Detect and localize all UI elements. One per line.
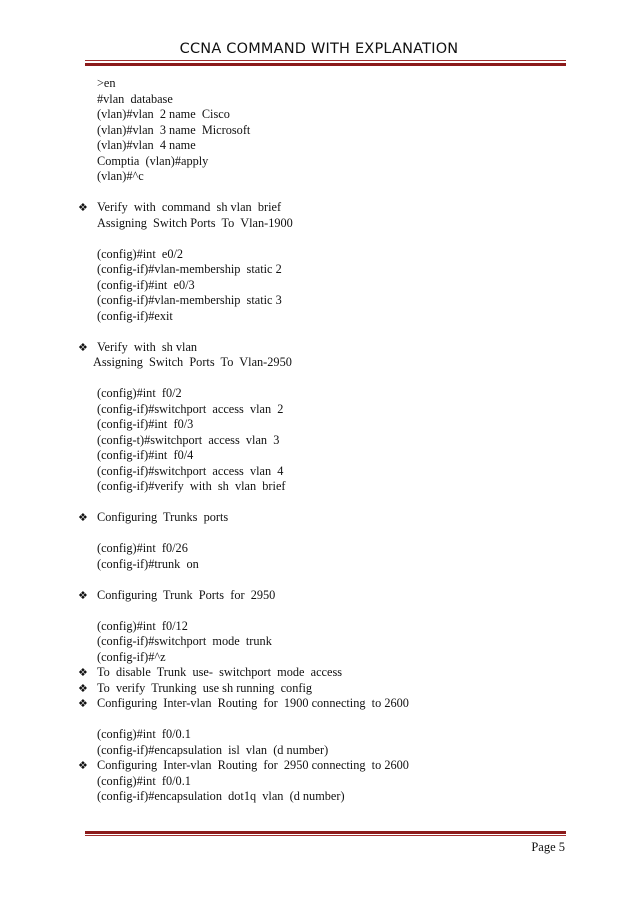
page-title: CCNA COMMAND WITH EXPLANATION: [179, 41, 459, 57]
bullet-text: To verify Trunking use sh running config: [97, 680, 313, 695]
blank-line: [75, 572, 555, 588]
command-line: #vlan database: [97, 91, 173, 106]
blank-line: [75, 712, 555, 728]
blank-line: [75, 371, 555, 387]
header-rule-thin: [85, 60, 566, 61]
diamond-bullet-icon: ❖: [78, 681, 88, 695]
bullet-text: To disable Trunk use- switchport mode access: [97, 665, 343, 679]
blank-line: [75, 603, 555, 619]
command-line: (config-if)#^z: [97, 649, 166, 664]
bullet-item: [75, 588, 555, 604]
command-line: (config)#int e0/2: [97, 246, 184, 261]
blank-line: [75, 526, 555, 542]
command-line: (vlan)#vlan 4 name: [97, 138, 196, 152]
diamond-bullet-icon: ❖: [78, 340, 88, 354]
bullet-item: [75, 681, 555, 697]
footer-rule-thick: [85, 831, 566, 834]
blank-line: [75, 231, 555, 247]
command-line: (config-if)#vlan-membership static 3: [97, 293, 282, 307]
command-line: (config-if)#trunk on: [97, 556, 199, 571]
blank-line: [75, 324, 555, 340]
bullet-item: [75, 510, 555, 526]
command-line: (config-if)#int f0/3: [97, 417, 194, 431]
bullet-text: Verify with command sh vlan brief: [97, 200, 282, 214]
blank-line: [75, 185, 555, 201]
command-line: (config)#int f0/26: [97, 541, 188, 555]
command-line: (config)#int f0/0.1: [97, 727, 191, 741]
bullet-item: [75, 200, 555, 216]
section-subheading: Assigning Switch Ports To Vlan-2950: [93, 355, 292, 369]
command-line: (config)#int f0/0.1: [97, 773, 191, 788]
command-line: (vlan)#vlan 3 name Microsoft: [97, 122, 251, 137]
bullet-text: Configuring Inter-vlan Routing for 2950 connecting to 2600: [97, 758, 409, 772]
command-line: (config-if)#int f0/4: [97, 448, 194, 462]
page-number: Page 5: [531, 840, 565, 854]
header-rule-thick: [85, 63, 566, 66]
bullet-text: Configuring Inter-vlan Routing for 1900 connecting to 2600: [97, 696, 409, 710]
command-line: (config)#int f0/12: [97, 618, 188, 633]
bullet-text: Configuring Trunk Ports for 2950: [97, 587, 276, 602]
bullet-text: Verify with sh vlan: [97, 339, 198, 354]
command-line: (config-if)#encapsulation isl vlan (d number): [97, 742, 329, 757]
command-line: (config-if)#vlan-membership static 2: [97, 262, 282, 276]
command-line: (config-t)#switchport access vlan 3: [97, 432, 280, 447]
command-line: >en: [97, 76, 116, 90]
command-line: (config-if)#switchport access vlan 2: [97, 401, 284, 416]
bullet-item: [75, 696, 555, 712]
command-line: (config-if)#exit: [97, 308, 173, 323]
command-line: (config-if)#switchport mode trunk: [97, 634, 272, 648]
command-line: (vlan)#vlan 2 name Cisco: [97, 107, 230, 121]
footer-rule-thin: [85, 835, 566, 836]
command-line: (config)#int f0/2: [97, 386, 182, 400]
section-subheading: Assigning Switch Ports To Vlan-1900: [97, 215, 293, 230]
bullet-item: [75, 758, 555, 774]
command-line: Comptia (vlan)#apply: [97, 153, 209, 168]
diamond-bullet-icon: ❖: [78, 759, 88, 772]
command-line: (config-if)#verify with sh vlan brief: [97, 479, 286, 493]
diamond-bullet-icon: ❖: [78, 588, 88, 602]
command-line: (vlan)#^c: [97, 169, 144, 183]
bullet-item: [75, 665, 555, 681]
diamond-bullet-icon: ❖: [78, 666, 88, 679]
command-line: (config-if)#switchport access vlan 4: [97, 463, 284, 478]
diamond-bullet-icon: ❖: [78, 201, 88, 214]
bullet-item: [75, 340, 555, 356]
document-body: [75, 76, 555, 805]
diamond-bullet-icon: ❖: [78, 511, 88, 524]
bullet-text: Configuring Trunks ports: [97, 510, 229, 524]
command-line: (config-if)#int e0/3: [97, 277, 195, 292]
diamond-bullet-icon: ❖: [78, 697, 88, 710]
blank-line: [75, 495, 555, 511]
command-line: (config-if)#encapsulation dot1q vlan (d number): [97, 789, 345, 803]
